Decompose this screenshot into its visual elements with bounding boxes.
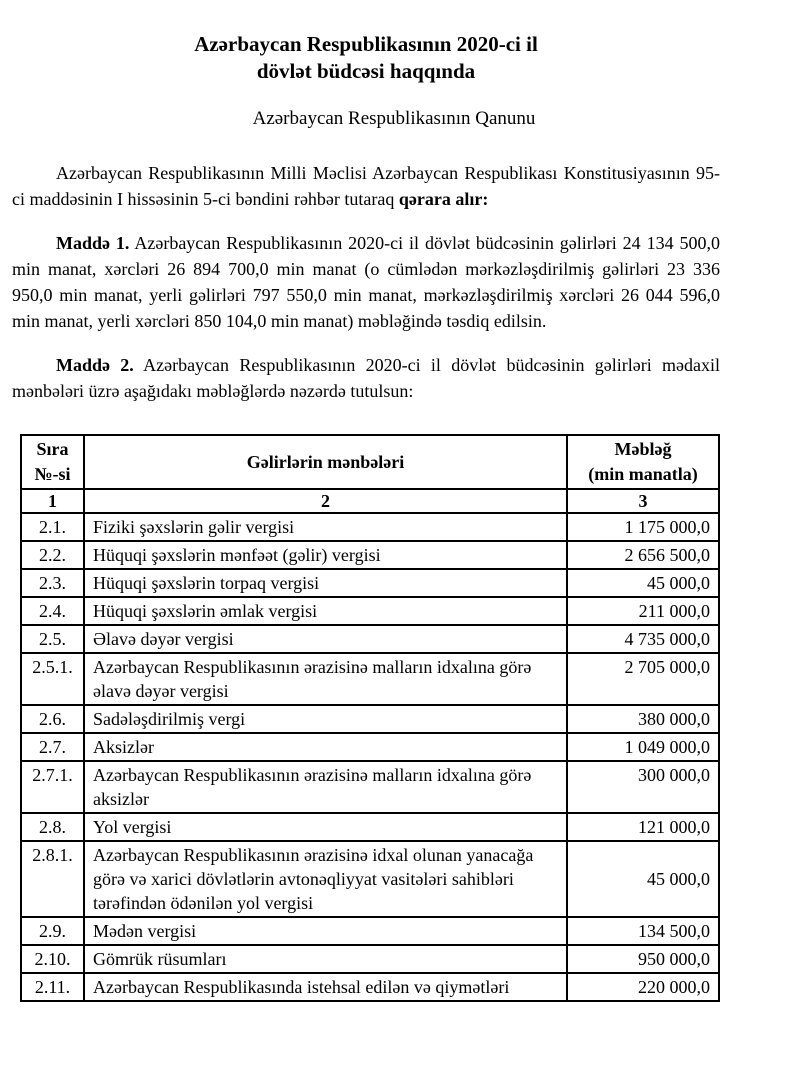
table-row — [21, 813, 719, 841]
article-2-paragraph — [12, 352, 720, 404]
row-number: 2.7. — [21, 733, 84, 761]
row-amount: 4 735 000,0 — [567, 625, 719, 653]
row-source: Fiziki şəxslərin gəlir vergisi — [84, 513, 567, 541]
row-amount: 2 656 500,0 — [567, 541, 719, 569]
row-source: Mədən vergisi — [84, 917, 567, 945]
article-1-lead: Maddə 1. — [56, 233, 130, 253]
table-row — [21, 705, 719, 733]
article-2-lead: Maddə 2. — [56, 355, 134, 375]
row-amount: 134 500,0 — [567, 917, 719, 945]
table-row — [21, 653, 719, 705]
table-row — [21, 597, 719, 625]
row-amount: 45 000,0 — [567, 841, 719, 917]
table-row — [21, 625, 719, 653]
preamble-bold-tail: qərara alır: — [398, 189, 489, 209]
column-index-1: 1 — [21, 489, 84, 513]
header-number-line2: №-si — [34, 464, 71, 484]
row-number: 2.5. — [21, 625, 84, 653]
table-row — [21, 513, 719, 541]
row-amount: 220 000,0 — [567, 973, 719, 1001]
article-2-text: Azərbaycan Respublikasının 2020-ci il dövlət büdcəsinin gəlirləri mədaxil mənbələri üzrə aşağıdakı məbləğlərdə nəzərdə tutulsun: — [12, 355, 721, 401]
row-amount: 2 705 000,0 — [567, 653, 719, 705]
row-source: Hüquqi şəxslərin əmlak vergisi — [84, 597, 567, 625]
row-number: 2.1. — [21, 513, 84, 541]
row-number: 2.9. — [21, 917, 84, 945]
preamble-text: Azərbaycan Respublikasının Milli Məclisi Azərbaycan Respublikası Konstitusiyasının 95-ci maddəsinin I hissəsinin 5-ci bəndini rəhbər tutaraq — [12, 163, 720, 209]
row-number: 2.11. — [21, 973, 84, 1001]
row-number: 2.3. — [21, 569, 84, 597]
row-number: 2.5.1. — [21, 653, 84, 705]
row-amount: 45 000,0 — [567, 569, 719, 597]
revenue-table-body — [21, 513, 719, 1001]
row-number: 2.2. — [21, 541, 84, 569]
row-amount: 380 000,0 — [567, 705, 719, 733]
row-source: Azərbaycan Respublikasında istehsal edilən və qiymətləri — [84, 973, 567, 1001]
header-cell-number — [21, 435, 84, 489]
revenue-table — [20, 434, 720, 1002]
row-amount: 1 175 000,0 — [567, 513, 719, 541]
row-number: 2.8.1. — [21, 841, 84, 917]
article-1-text: Azərbaycan Respublikasının 2020-ci il dövlət büdcəsinin gəlirləri 24 134 500,0 min manat, xərcləri 26 894 700,0 min manat (o cümlədən mərkəzləşdirilmiş gəlirləri 23 336 950,0 min manat, yerli gəlirləri 797 550,0 min manat, mərkəzləşdirilmiş xərcləri 26 044 596,0 min manat, yerli xərcləri 850 104,0 min manat) məbləğində təsdiq edilsin. — [12, 233, 720, 331]
row-amount: 300 000,0 — [567, 761, 719, 813]
column-index-2: 2 — [84, 489, 567, 513]
row-source: Azərbaycan Respublikasının ərazisinə malların idxalına görə əlavə dəyər vergisi — [84, 653, 567, 705]
document-page — [0, 31, 800, 1002]
row-amount: 950 000,0 — [567, 945, 719, 973]
row-number: 2.4. — [21, 597, 84, 625]
row-source: Azərbaycan Respublikasının ərazisinə malların idxalına görə aksizlər — [84, 761, 567, 813]
article-1-paragraph — [12, 230, 720, 334]
document-title — [12, 31, 720, 85]
row-source: Gömrük rüsumları — [84, 945, 567, 973]
row-number: 2.6. — [21, 705, 84, 733]
header-cell-sources: Gəlirlərin mənbələri — [84, 435, 567, 489]
row-source: Yol vergisi — [84, 813, 567, 841]
row-source: Hüquqi şəxslərin torpaq vergisi — [84, 569, 567, 597]
column-index-row — [21, 489, 719, 513]
table-row — [21, 541, 719, 569]
table-header-row — [21, 435, 719, 489]
row-number: 2.8. — [21, 813, 84, 841]
row-number: 2.10. — [21, 945, 84, 973]
row-source: Sadələşdirilmiş vergi — [84, 705, 567, 733]
row-number: 2.7.1. — [21, 761, 84, 813]
table-row — [21, 841, 719, 917]
table-row — [21, 945, 719, 973]
column-index-3: 3 — [567, 489, 719, 513]
header-cell-amount — [567, 435, 719, 489]
preamble-paragraph — [12, 160, 720, 212]
row-amount: 121 000,0 — [567, 813, 719, 841]
table-row — [21, 917, 719, 945]
header-amount-line2: (min manatla) — [588, 464, 698, 484]
header-number-line1: Sıra — [36, 439, 69, 459]
table-row — [21, 733, 719, 761]
document-title-line1: Azərbaycan Respublikasının 2020-ci il — [194, 32, 538, 56]
law-subtitle: Azərbaycan Respublikasının Qanunu — [252, 108, 536, 129]
row-source: Aksizlər — [84, 733, 567, 761]
table-row — [21, 569, 719, 597]
table-row — [21, 973, 719, 1001]
row-source: Hüquqi şəxslərin mənfəət (gəlir) vergisi — [84, 541, 567, 569]
header-amount-line1: Məbləğ — [614, 439, 672, 459]
table-row — [21, 761, 719, 813]
row-amount: 211 000,0 — [567, 597, 719, 625]
row-source: Əlavə dəyər vergisi — [84, 625, 567, 653]
document-title-line2: dövlət büdcəsi haqqında — [256, 59, 476, 83]
row-source: Azərbaycan Respublikasının ərazisinə idxal olunan yanacağa görə və xarici dövlətlərin avtonəqliyyat vasitələri sahibləri tərəfindən ödənilən yol vergisi — [84, 841, 567, 917]
row-amount: 1 049 000,0 — [567, 733, 719, 761]
